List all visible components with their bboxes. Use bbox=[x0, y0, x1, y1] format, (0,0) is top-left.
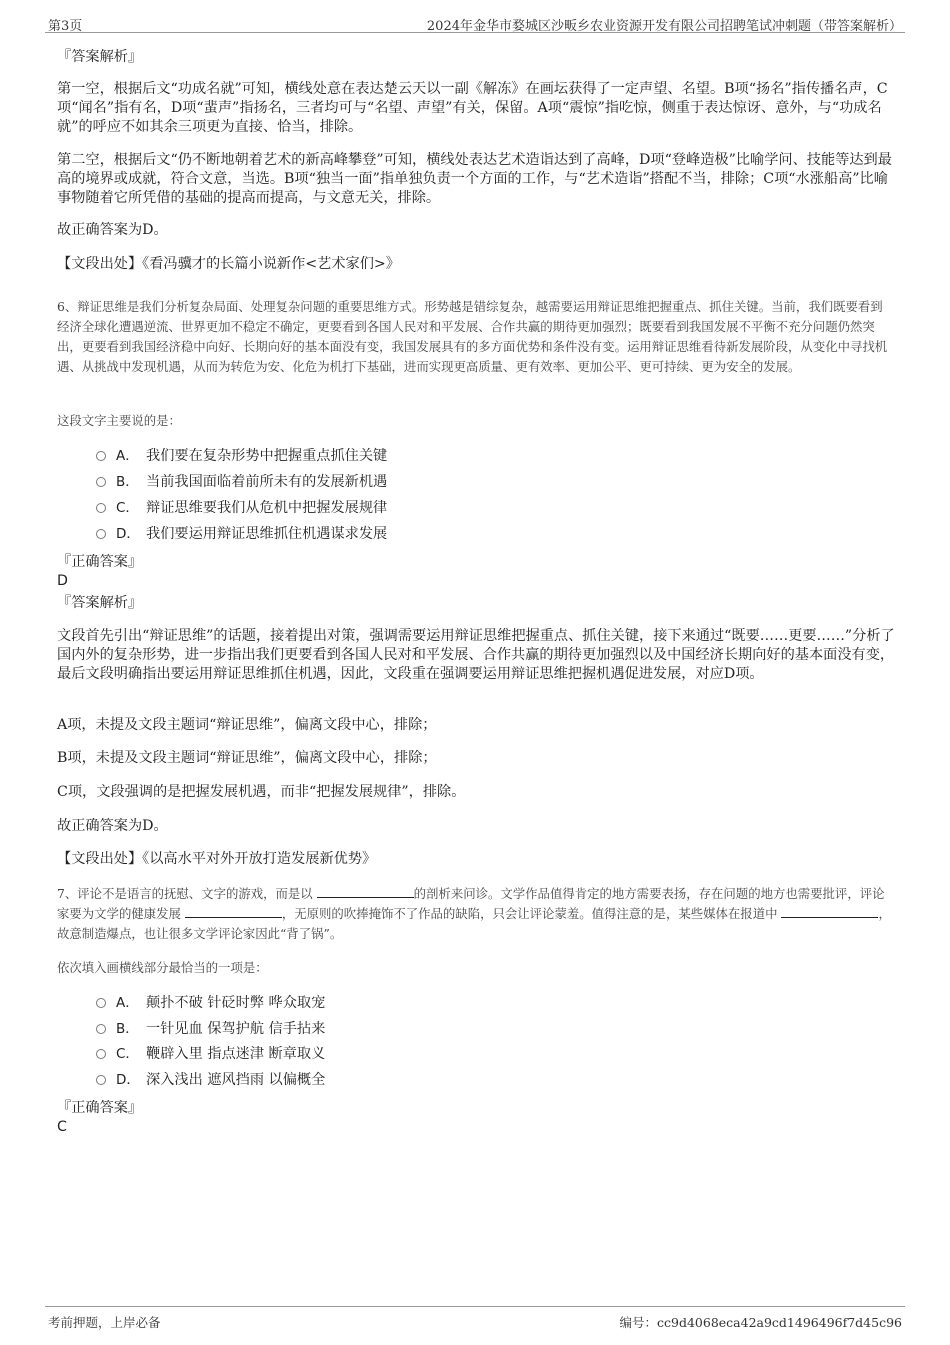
q6-option-a[interactable]: A． 我们要在复杂形势中把握重点抓住关键 bbox=[96, 447, 387, 466]
q7-option-c[interactable]: C． 鞭辟入里 指点迷津 断章取义 bbox=[96, 1045, 325, 1064]
page-header bbox=[45, 12, 905, 33]
document-title: 2024年金华市婺城区沙畈乡农业资源开发有限公司招聘笔试冲刺题（带答案解析） bbox=[426, 19, 902, 34]
q6-question: 这段文字主要说的是： bbox=[57, 413, 181, 428]
radio-icon[interactable] bbox=[96, 529, 106, 539]
radio-icon[interactable] bbox=[96, 503, 106, 513]
radio-icon[interactable] bbox=[96, 1024, 106, 1034]
radio-icon[interactable] bbox=[96, 451, 106, 461]
q6-analysis: 文段首先引出“辩证思维”的话题，接着提出对策，强调需要运用辩证思维把握重点、抓住关键，接下来通过“既要……更要……”分析了国内外的复杂形势，进一步指出我们更要看到各国人民对和平发展、合作共赢的期待更加强烈以及中国经济长期向好的基本面没有变，最后文段明确指出要运用辩证思维抓住机遇，因此，文段重在强调要运用辩证思维把握机遇促进发展，对应D项。 bbox=[57, 628, 895, 682]
footer-slogan: 考前押题，上岸必备 bbox=[48, 1315, 161, 1330]
page-number: 第3页 bbox=[48, 19, 83, 34]
fill-blank-2 bbox=[185, 905, 282, 918]
q5-conclusion: 故正确答案为D。 bbox=[57, 222, 168, 238]
q6-answer: D bbox=[57, 573, 68, 589]
q6-source: 【文段出处】《以高水平对外开放打造发展新优势》 bbox=[57, 851, 377, 867]
q6-option-d[interactable]: D． 我们要运用辩证思维抓住机遇谋求发展 bbox=[96, 525, 387, 544]
page-footer bbox=[45, 1306, 905, 1330]
q6-analysis-a: A项，未提及文段主题词“辩证思维”，偏离文段中心，排除； bbox=[57, 717, 437, 733]
q6-stem: 6、辩证思维是我们分析复杂局面、处理复杂问题的重要思维方式。形势越是错综复杂，越需要运用辩证思维把握重点、抓住关键。当前，我们既要看到经济全球化遭遇逆流、世界更加不稳定不确定，更要看到各国人民对和平发展、合作共赢的期待更加强烈；既要看到我国发展不平衡不充分问题仍然突出，更要看到我国经济稳中向好、长期向好的基本面没有变，我国发展具有的多方面优势和条件没有变。运用辩证思维看待新发展阶段，从变化中寻找机遇、从挑战中发现机遇，从而为转危为安、化危为机打下基础，进而实现更高质量、更有效率、更加公平、更可持续、更为安全的发展。 bbox=[57, 299, 888, 374]
q7-answer: C bbox=[57, 1119, 67, 1135]
fill-blank-1 bbox=[317, 885, 414, 898]
q5-analysis-para1: 第一空，根据后文“功成名就”可知，横线处意在表达楚云天以一副《解冻》在画坛获得了一定声望、名望。B项“扬名”指传播名声，C项“闻名”指有名，D项“蜚声”指扬名，三者均可与“名望、声望”有关，保留。A项“震惊”指吃惊，侧重于表达惊讶、意外，与“功成名就”的呼应不如其余三项更为直接、恰当，排除。 bbox=[57, 81, 888, 135]
q6-answer-label: 『正确答案』 bbox=[57, 554, 143, 570]
q7-option-b[interactable]: B． 一针见血 保驾护航 信手拈来 bbox=[96, 1020, 325, 1039]
q7-answer-label: 『正确答案』 bbox=[57, 1100, 143, 1116]
q6-analysis-c: C项，文段强调的是把握发展机遇，而非“把握发展规律”，排除。 bbox=[57, 784, 466, 800]
q5-analysis-label: 『答案解析』 bbox=[57, 49, 143, 65]
fill-blank-3 bbox=[781, 905, 878, 918]
radio-icon[interactable] bbox=[96, 1075, 106, 1085]
q7-option-d[interactable]: D． 深入浅出 遮风挡雨 以偏概全 bbox=[96, 1071, 325, 1090]
q7-stem: 7、评论不是语言的抚慰、文字的游戏，而是以 的剖析来问诊。文学作品值得肯定的地方需要表扬，存在问题的地方也需要批评，评论家要为文学的健康发展 ，无原则的吹捧掩饰不了作品的缺陷，只会让评论蒙羞。值得注意的是，某些媒体在报道中 ，故意制造爆点，也让很多文学评论家因此“背了锅”。 bbox=[57, 886, 891, 941]
q5-analysis-para2: 第二空，根据后文“仍不断地朝着艺术的新高峰攀登”可知，横线处表达艺术造诣达到了高峰，D项“登峰造极”比喻学问、技能等达到最高的境界或成就，符合文意，当选。B项“独当一面”指单独负责一个方面的工作，与“艺术造诣”搭配不当，排除；C项“水涨船高”比喻事物随着它所凭借的基础的提高而提高，与文意无关，排除。 bbox=[57, 152, 892, 206]
q6-option-c[interactable]: C． 辩证思维要我们从危机中把握发展规律 bbox=[96, 499, 387, 518]
radio-icon[interactable] bbox=[96, 477, 106, 487]
radio-icon[interactable] bbox=[96, 1049, 106, 1059]
q7-option-a[interactable]: A． 颠扑不破 针砭时弊 哗众取宠 bbox=[96, 994, 325, 1013]
q6-analysis-label: 『答案解析』 bbox=[57, 595, 143, 611]
q6-option-b[interactable]: B． 当前我国面临着前所未有的发展新机遇 bbox=[96, 473, 387, 492]
radio-icon[interactable] bbox=[96, 998, 106, 1008]
q6-analysis-b: B项，未提及文段主题词“辩证思维”，偏离文段中心，排除； bbox=[57, 750, 437, 766]
q7-question: 依次填入画横线部分最恰当的一项是： bbox=[57, 960, 268, 975]
q5-source: 【文段出处】《看冯骥才的长篇小说新作<艺术家们>》 bbox=[57, 256, 400, 272]
footer-serial: 编号：cc9d4068eca42a9cd1496496f7d45c96 bbox=[619, 1315, 902, 1330]
q6-conclusion: 故正确答案为D。 bbox=[57, 818, 168, 834]
